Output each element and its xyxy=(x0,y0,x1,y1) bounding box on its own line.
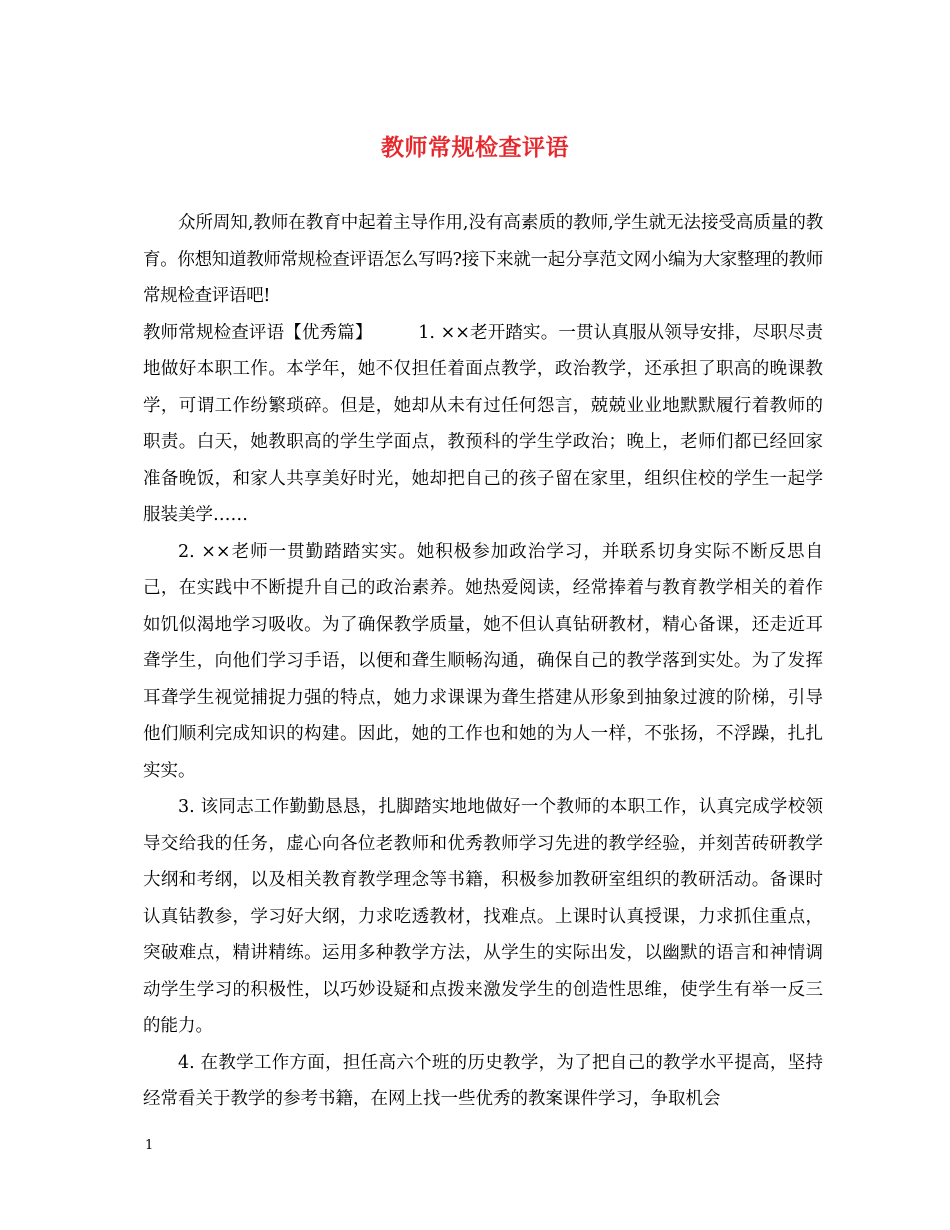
intro-paragraph: 众所周知,教师在教育中起着主导作用,没有高素质的教师,学生就无法接受高质量的教育。你想知道教师常规检查评语怎么写吗?接下来就一起分享范文网小编为大家整理的教师常规检查评语吧! xyxy=(143,213,823,306)
paragraph-3: 3. 该同志工作勤勤恳恳，扎脚踏实地地做好一个教师的本职工作，认真完成学校领导交给我的任务，虚心向各位老教师和优秀教师学习先进的教学经验，并刻苦砖研教学大纲和考纲，以及相关教育教学理念等书籍，积极参加教研室组织的教研活动。备课时认真钻教参，学习好大纲，力求吃透教材，找难点。上课时认真授课，力求抓住重点，突破难点，精讲精练。运用多种教学方法，从学生的实际出发，以幽默的语言和神情调动学生学习的积极性，以巧妙设疑和点拨来激发学生的创造性思维，使学生有举一反三的能力。 xyxy=(143,797,823,1036)
document-title: 教师常规检查评语 xyxy=(381,134,569,161)
paragraph-2: 2. ××老师一贯勤踏踏实实。她积极参加政治学习，并联系切身实际不断反思自己，在实践中不断提升自己的政治素养。她热爱阅读，经常捧着与教育教学相关的着作如饥似渴地学习吸收。为了确保教学质量，她不但认真钻研教材，精心备课，还走近耳聋学生，向他们学习手语，以便和聋生顺畅沟通，确保自己的教学落到实处。为了发挥耳聋学生视觉捕捉力强的特点，她力求课课为聋生搭建从形象到抽象过渡的阶梯，引导他们顺利完成知识的构建。因此，她的工作也和她的为人一样，不张扬，不浮躁，扎扎实实。 xyxy=(143,541,823,781)
paragraph-1: 教师常规检查评语【优秀篇】 1. ××老开踏实。一贯认真服从领导安排，尽职尽责地做好本职工作。本学年，她不仅担任着面点教学，政治教学，还承担了职高的晚课教学，可谓工作纷繁琐碎。但是，她却从未有过任何怨言，兢兢业业地默默履行着教师的职责。白天，她教职高的学生学面点，教预科的学生学政治；晚上，老师们都已经回家准备晚饭，和家人共享美好时光，她却把自己的孩子留在家里，组织住校的学生一起学服装美学…… xyxy=(143,322,823,525)
paragraph-4: 4. 在教学工作方面，担任高六个班的历史教学，为了把自己的教学水平提高，坚持经常看关于教学的参考书籍，在网上找一些优秀的教案课件学习，争取机会 xyxy=(143,1052,823,1109)
page-number: 1 xyxy=(145,1138,154,1153)
document-body xyxy=(143,205,823,1118)
